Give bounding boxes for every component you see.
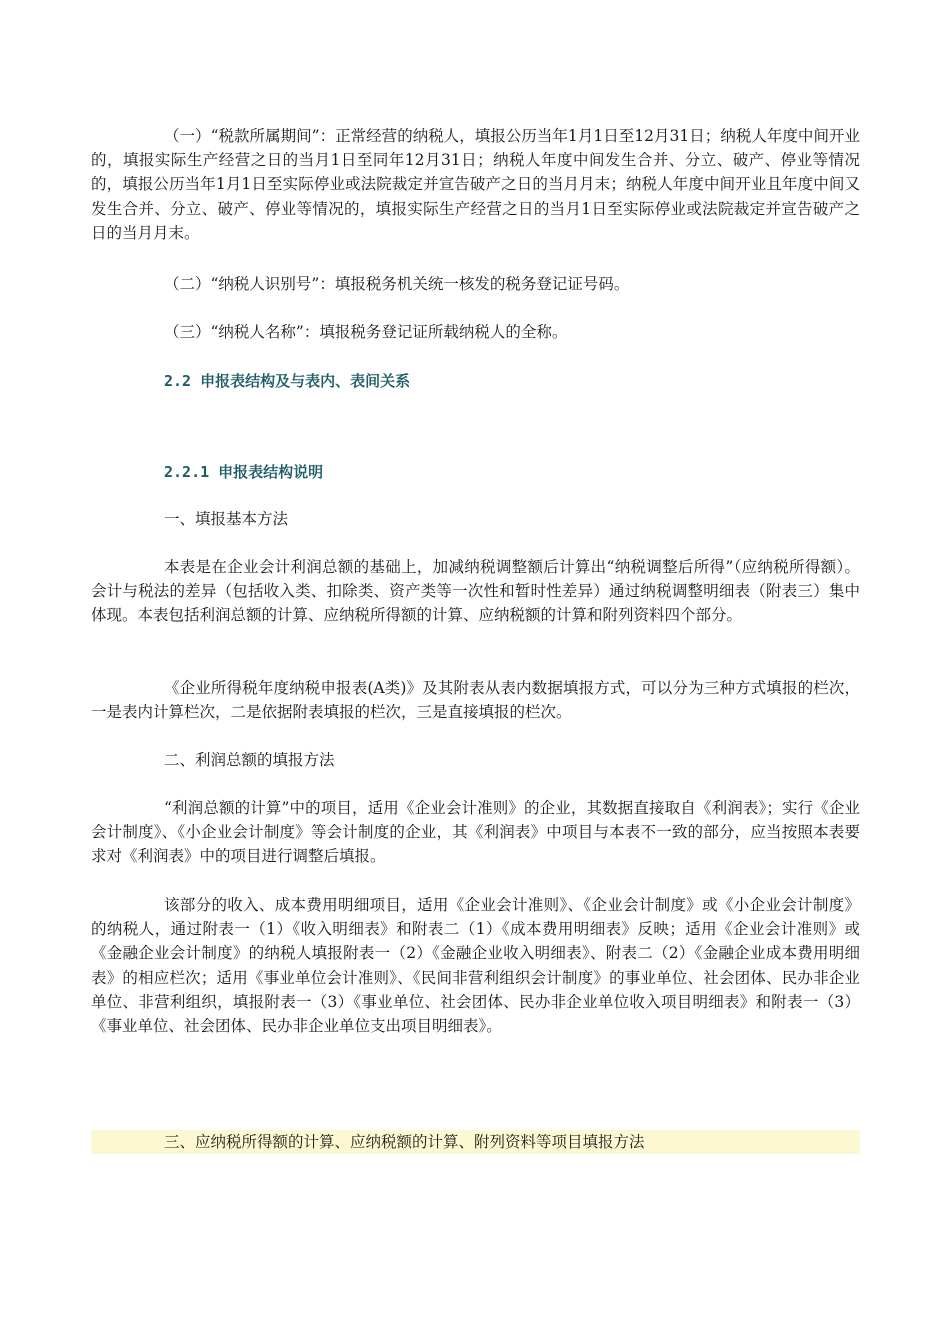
paragraph-taxpayer-id: （二）“纳税人识别号”：填报税务机关统一核发的税务登记证号码。 [164, 275, 630, 293]
paragraph-tax-period: （一）“税款所属期间”：正常经营的纳税人，填报公历当年1月1日至12月31日；纳税人年度中间开业的，填报实际生产经营之日的当月1日至同年12月31日；纳税人年度中间发生合并、分立、破产、停业等情况的，填报公历当年1月1日至实际停业或法院裁定并宣告破产之日的当月月末；纳税人年度中间开业且年度中间又发生合并、分立、破产、停业等情况的，填报实际生产经营之日的当月1日至实际停业或法院裁定并宣告破产之日的当月月末。 [91, 127, 860, 242]
section-heading-2-2: 2.2 申报表结构及与表内、表间关系 [164, 372, 411, 390]
subheading-basic-method: 一、填报基本方法 [164, 510, 289, 528]
section-heading-2-2-1: 2.2.1 申报表结构说明 [164, 463, 324, 481]
paragraph-profit-calculation: “利润总额的计算”中的项目，适用《企业会计准则》的企业，其数据直接取自《利润表》；实行《企业会计制度》、《小企业会计制度》等会计制度的企业，其《利润表》中项目与本表不一致的部分，应当按照本表要求对《利润表》中的项目进行调整后填报。 [91, 799, 860, 866]
paragraph-income-cost-details: 该部分的收入、成本费用明细项目，适用《企业会计准则》、《企业会计制度》或《小企业会计制度》的纳税人，通过附表一（1）《收入明细表》和附表二（1）《成本费用明细表》反映；适用《企业会计准则》或《金融企业会计制度》的纳税人填报附表一（2）《金融企业收入明细表》、附表二（2）《金融企业成本费用明细表》的相应栏次；适用《事业单位会计准则》、《民间非营利组织会计制度》的事业单位、社会团体、民办非企业单位、非营利组织，填报附表一（3）《事业单位、社会团体、民办非企业单位收入项目明细表》和附表一（3）《事业单位、社会团体、民办非企业单位支出项目明细表》。 [91, 896, 860, 1036]
paragraph-taxpayer-name: （三）“纳税人名称”：填报税务登记证所载纳税人的全称。 [164, 323, 568, 341]
paragraph-fill-methods: 《企业所得税年度纳税申报表(A类)》及其附表从表内数据填报方式，可以分为三种方式填报的栏次，一是表内计算栏次，二是依据附表填报的栏次，三是直接填报的栏次。 [91, 679, 860, 722]
paragraph-table-overview: 本表是在企业会计利润总额的基础上，加减纳税调整额后计算出“纳税调整后所得”（应纳税所得额）。会计与税法的差异（包括收入类、扣除类、资产类等一次性和暂时性差异）通过纳税调整明细表（附表三）集中体现。本表包括利润总额的计算、应纳税所得额的计算、应纳税额的计算和附列资料四个部分。 [91, 558, 860, 625]
subheading-profit-total: 二、利润总额的填报方法 [164, 751, 335, 769]
subheading-taxable-income-highlight: 三、应纳税所得额的计算、应纳税额的计算、附列资料等项目填报方法 [91, 1130, 860, 1154]
